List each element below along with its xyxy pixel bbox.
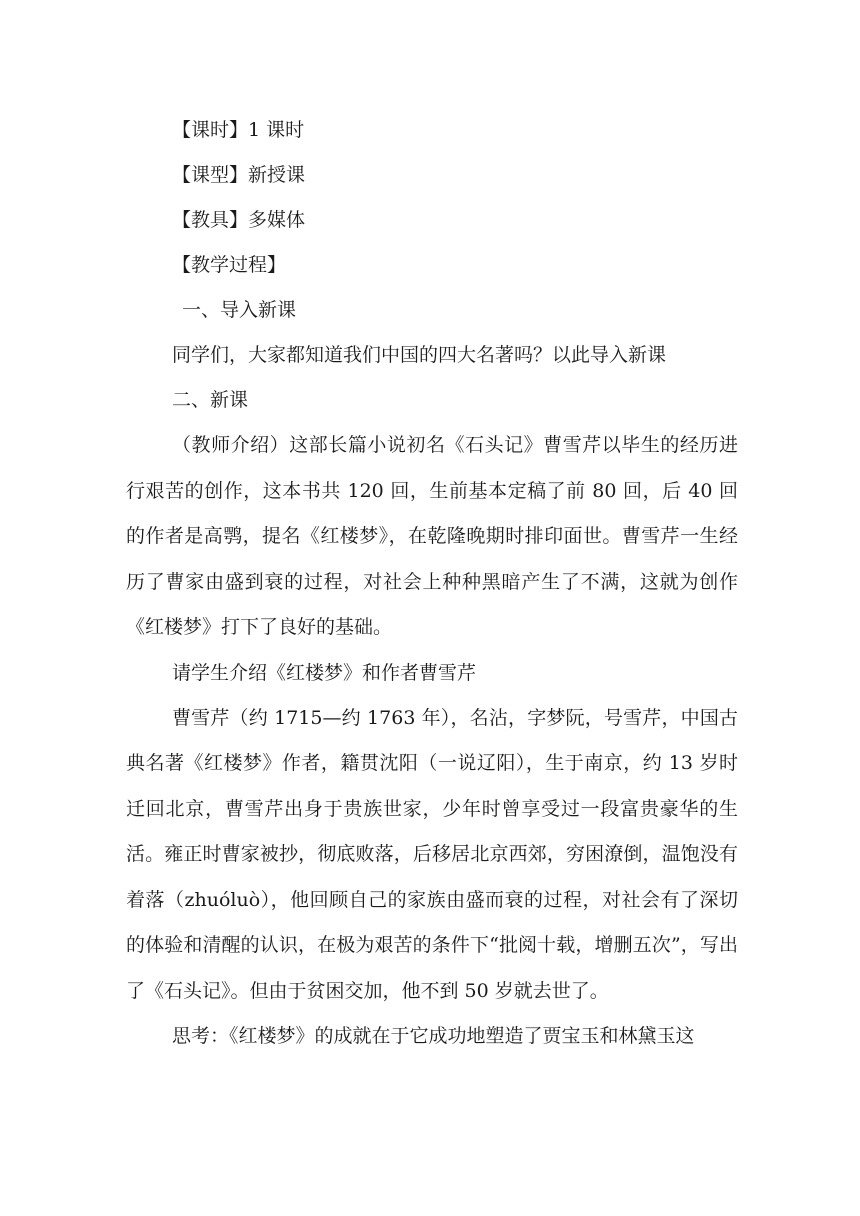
meta-lesson-hours [126,108,738,153]
author-bio-paragraph: 曹雪芹（约 1715—约 1763 年），名沾，字梦阮，号雪芹，中国古典名著《红楼梦》作者，籍贯沈阳（一说辽阳），生于南京，约 13 岁时迁回北京，曹雪芹出身于贵族世家，少年时曾享受过一段富贵豪华的生活。雍正时曹家被抄，彻底败落，后移居北京西郊，穷困潦倒，温饱没有着落（zhuóluò），他回顾自己的家族由盛而衰的过程，对社会有了深切的体验和清醒的认识，在极为艰苦的条件下“批阅十载，增删五次”，写出了《石头记》。但由于贫困交加，他不到 50 岁就去世了。 [126,706,738,1002]
meta-label: 【课时】 [172,119,249,141]
process-heading: 【教学过程】 [172,254,287,276]
meta-label: 【教具】 [172,209,249,231]
meta-value: 多媒体 [248,209,306,231]
student-prompt: 请学生介绍《红楼梦》和作者曹雪芹 [172,661,477,684]
thinking-paragraph: 思考：《红楼梦》的成就在于它成功地塑造了贾宝玉和林黛玉这 [172,1025,695,1047]
section2-heading: 二、新课 [172,389,249,411]
teacher-intro-paragraph: （教师介绍）这部长篇小说初名《石头记》曹雪芹以毕生的经历进行艰苦的创作，这本书共 120 回，生前基本定稿了前 80 回，后 40 回的作者是高鹗，提名《红楼梦》，在乾隆晚期时排印面世。曹雪芹一生经历了曹家由盛到衰的过程，对社会上种种黑暗产生了不满，这就为创作《红楼梦》打下了良好的基础。 [126,434,738,638]
meta-lesson-type [126,153,738,198]
meta-teaching-aids [126,198,738,243]
meta-value: 1 课时 [248,119,305,141]
meta-value: 新授课 [248,164,306,186]
section1-heading: 一、导入新课 [182,299,297,321]
section1-text: 同学们，大家都知道我们中国的四大名著吗？以此导入新课 [172,344,667,366]
meta-label: 【课型】 [172,164,249,186]
document-page [126,108,738,1059]
